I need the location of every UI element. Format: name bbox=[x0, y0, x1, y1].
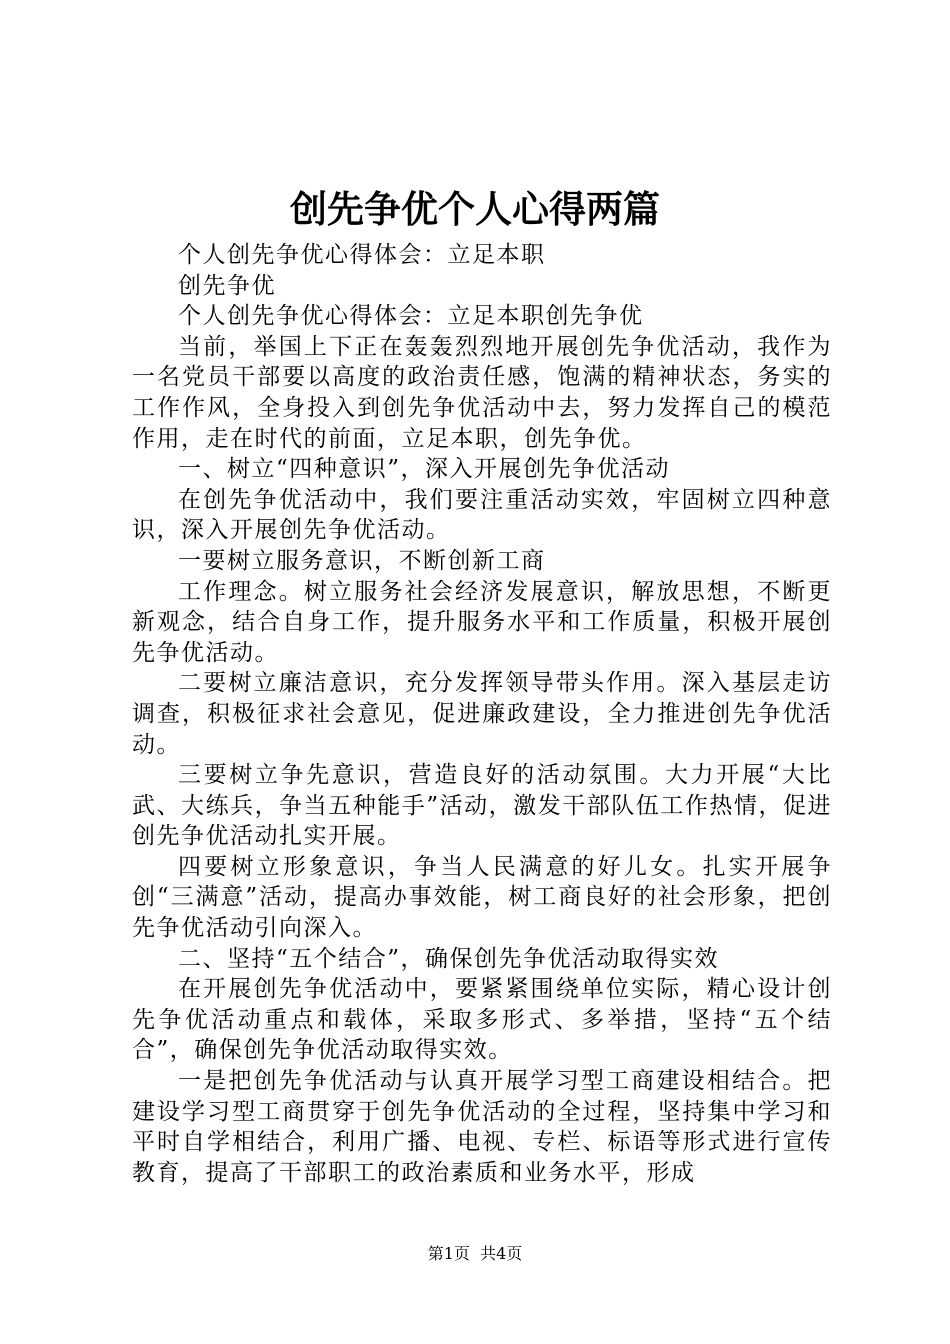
page-number: 第1页 bbox=[427, 1244, 470, 1263]
section-heading: 一、树立“四种意识”，深入开展创先争优活动 bbox=[178, 456, 671, 483]
paragraph: 四要树立形象意识，争当人民满意的好儿女。扎实开展争创“三满意”活动，提高办事效能，树工商良好的社会形象，把创先争优活动引向深入。 bbox=[132, 853, 832, 942]
paragraph: 二要树立廉洁意识，充分发挥领导带头作用。深入基层走访调查，积极征求社会意见，促进廉政建设，全力推进创先争优活动。 bbox=[132, 670, 832, 758]
page-total: 共4页 bbox=[480, 1244, 523, 1263]
paragraph: 当前，举国上下正在轰轰烈烈地开展创先争优活动，我作为一名党员干部要以高度的政治责任感，饱满的精神状态，务实的工作作风，全身投入到创先争优活动中去，努力发挥自己的模范作用，走在时代的前面，立足本职，创先争优。 bbox=[132, 333, 832, 452]
paragraph: 工作理念。树立服务社会经济发展意识，解放思想，不断更新观念，结合自身工作，提升服务水平和工作质量，积极开展创先争优活动。 bbox=[132, 578, 832, 666]
paragraph: 在创先争优活动中，我们要注重活动实效，牢固树立四种意识，深入开展创先争优活动。 bbox=[132, 486, 832, 544]
section-heading: 二、坚持“五个结合”，确保创先争优活动取得实效 bbox=[178, 945, 720, 972]
paragraph: 个人创先争优心得体会：立足本职创先争优 bbox=[178, 303, 644, 330]
document-body bbox=[132, 240, 832, 1188]
paragraph: 个人创先争优心得体会：立足本职 bbox=[178, 242, 546, 268]
paragraph: 一要树立服务意识，不断创新工商 bbox=[178, 547, 546, 574]
document-title: 创先争优个人心得两篇 bbox=[290, 187, 660, 231]
paragraph: 一是把创先争优活动与认真开展学习型工商建设相结合。把建设学习型工商贯穿于创先争优活动的全过程，坚持集中学习和平时自学相结合，利用广播、电视、专栏、标语等形式进行宣传教育，提高了干部职工的政治素质和业务水平，形成 bbox=[132, 1068, 832, 1186]
paragraph: 在开展创先争优活动中，要紧紧围绕单位实际，精心设计创先争优活动重点和载体，采取多形式、多举措，坚持“五个结合”，确保创先争优活动取得实效。 bbox=[132, 976, 832, 1064]
paragraph: 创先争优 bbox=[178, 272, 276, 299]
paragraph: 三要树立争先意识，营造良好的活动氛围。大力开展“大比武、大练兵，争当五种能手”活动，激发干部队伍工作热情，促进创先争优活动扎实开展。 bbox=[132, 762, 832, 850]
page-footer bbox=[0, 1243, 950, 1265]
